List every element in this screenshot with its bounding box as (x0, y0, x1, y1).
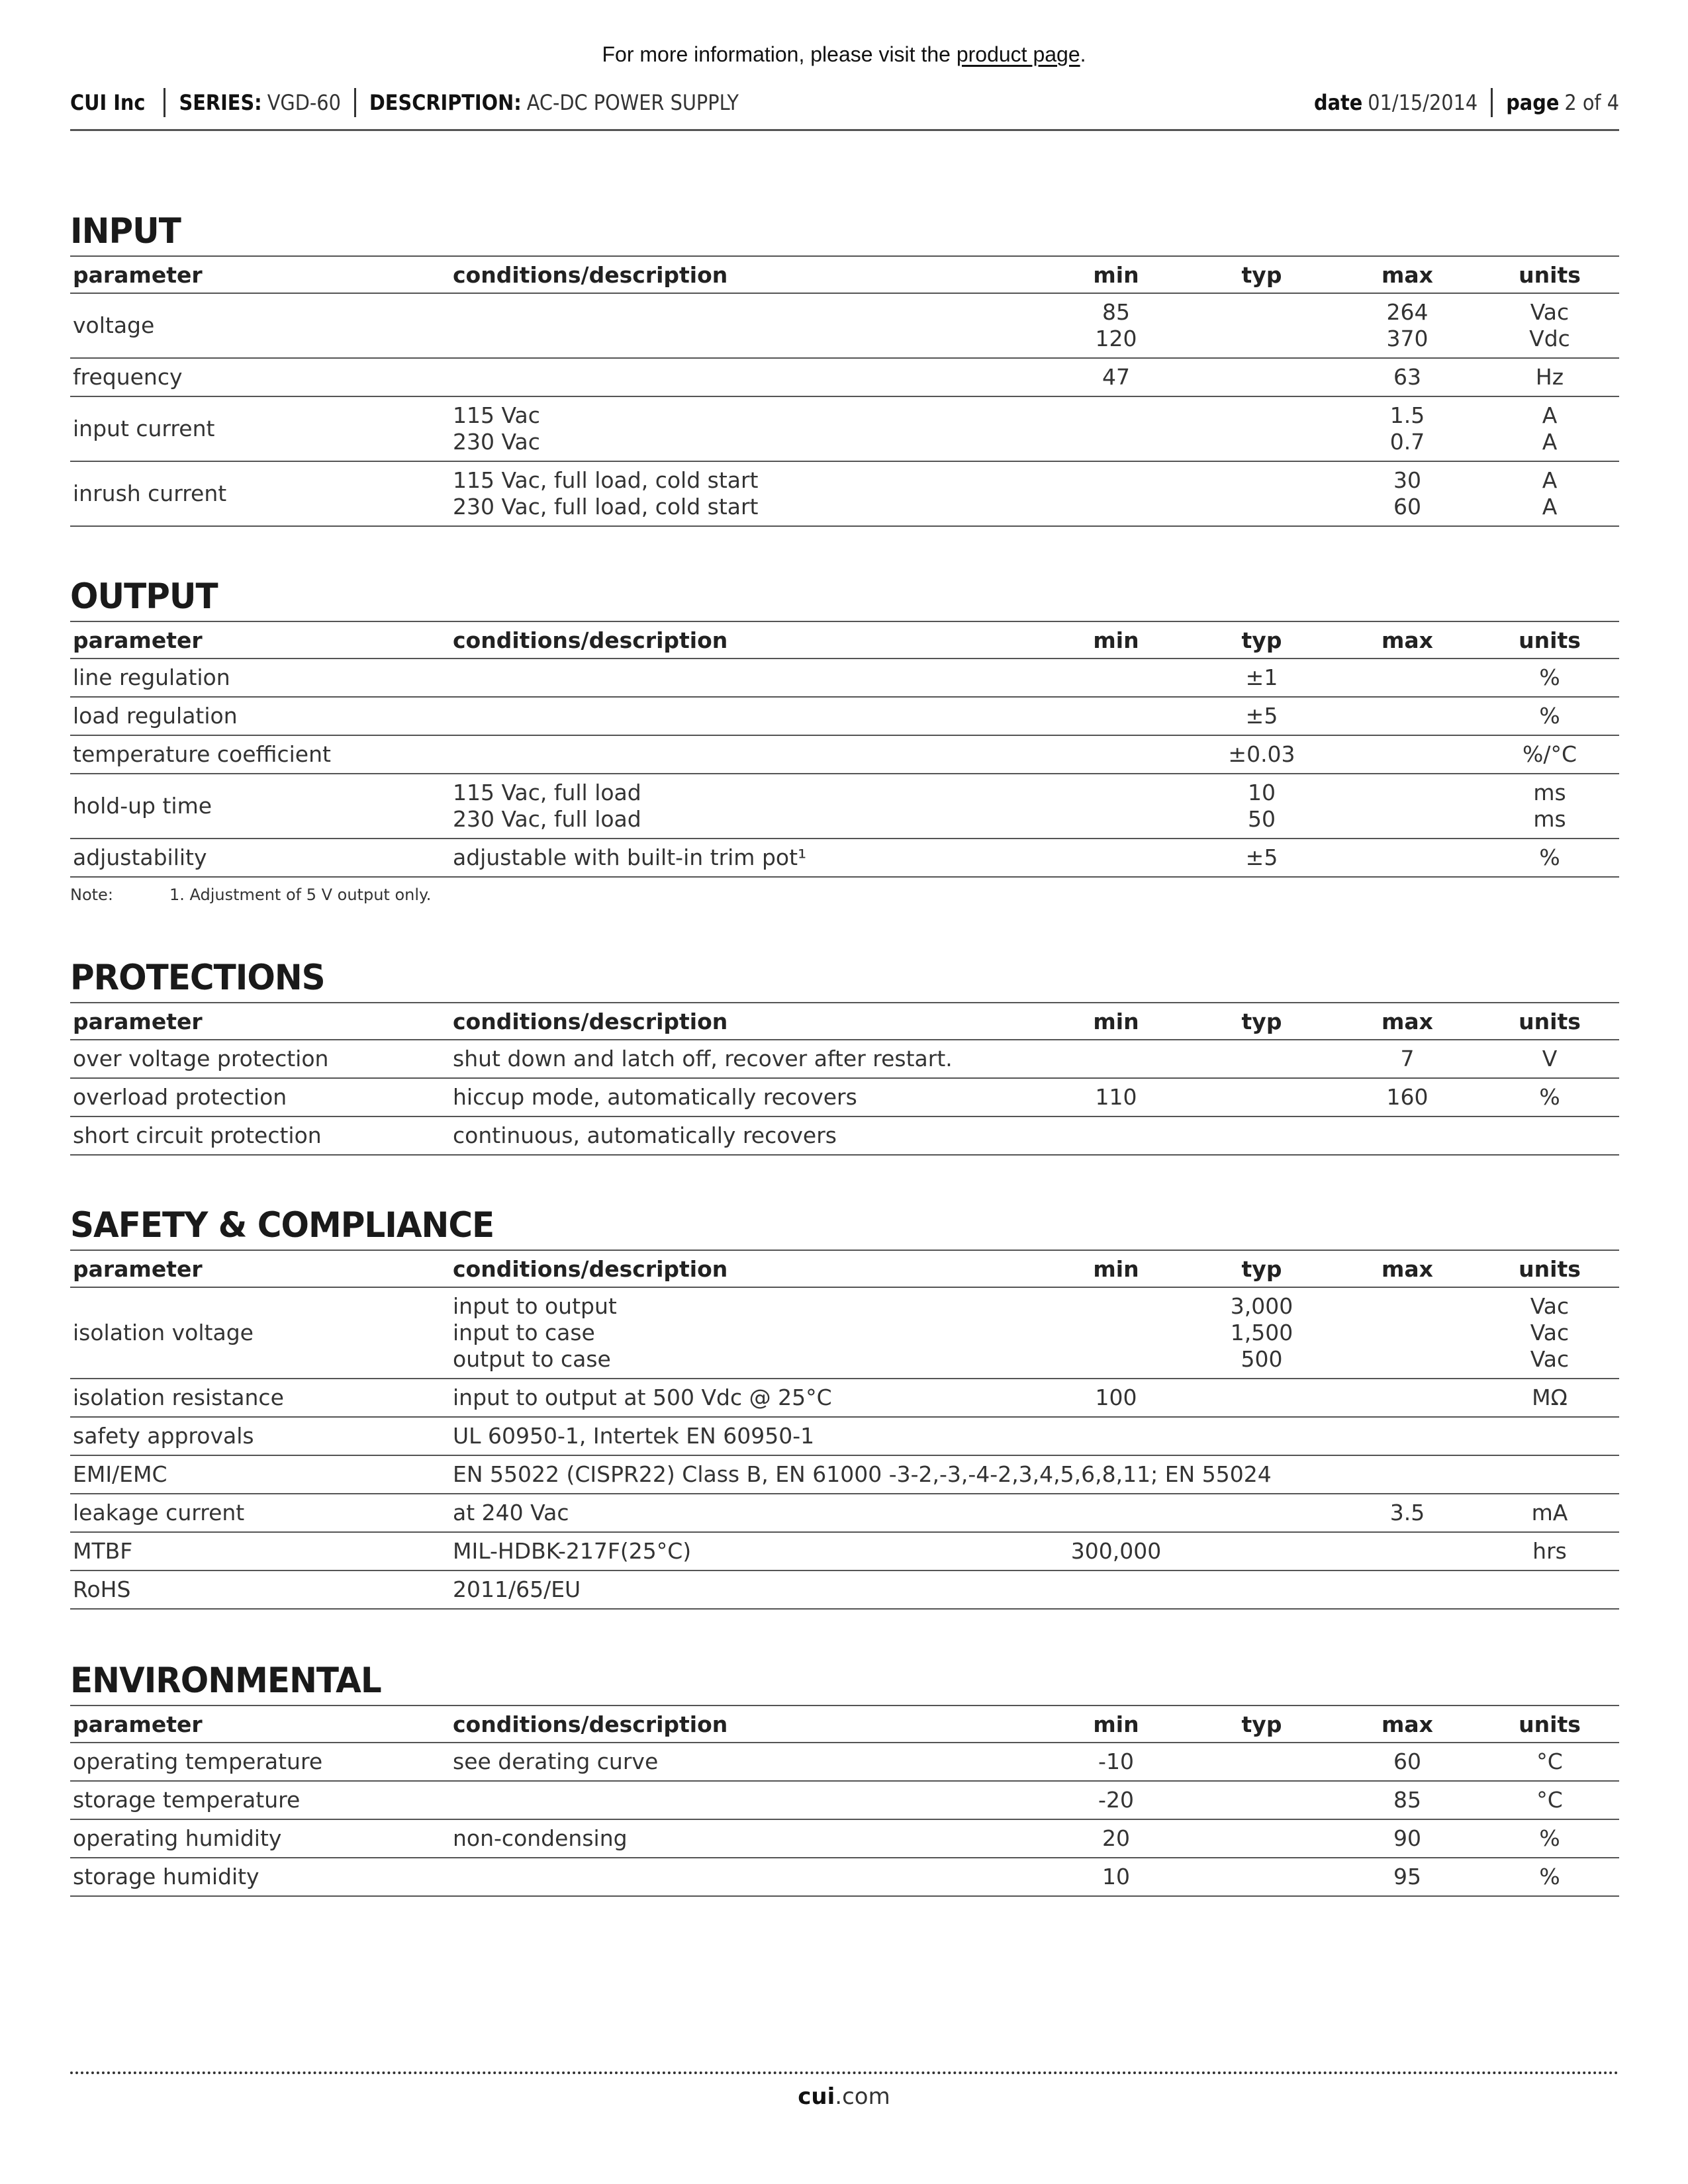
cell-units: hrs (1480, 1532, 1619, 1570)
table-note (70, 886, 1619, 904)
table-row (70, 461, 1619, 526)
cell-min: -10 (1043, 1743, 1189, 1781)
cell-typ (1189, 1040, 1335, 1078)
date-value: 01/15/2014 (1368, 90, 1478, 115)
table-header-row (70, 621, 1619, 659)
spec-table (70, 621, 1619, 878)
section-output (70, 576, 1619, 904)
section-title: INPUT (70, 210, 181, 251)
cell-units: Vac Vdc (1480, 293, 1619, 358)
table-row (70, 1743, 1619, 1781)
cell-conditions: UL 60950-1, Intertek EN 60950-1 (450, 1417, 1043, 1455)
cell-min: 85 120 (1043, 293, 1189, 358)
note-text: 1. Adjustment of 5 V output only. (169, 886, 432, 904)
column-header-conditions: conditions/description (450, 621, 1043, 659)
cell-conditions: hiccup mode, automatically recovers (450, 1078, 1043, 1116)
cell-conditions: MIL-HDBK-217F(25°C) (450, 1532, 1043, 1570)
cell-parameter: MTBF (70, 1532, 450, 1570)
section-title: SAFETY & COMPLIANCE (70, 1205, 494, 1246)
column-header-parameter: parameter (70, 256, 450, 293)
footer-website[interactable] (0, 2083, 1688, 2110)
column-header-conditions: conditions/description (450, 256, 1043, 293)
column-header-units: units (1480, 1250, 1619, 1287)
cell-units: % (1480, 1078, 1619, 1116)
spec-table (70, 1002, 1619, 1156)
cell-min (1043, 659, 1189, 697)
column-header-conditions: conditions/description (450, 1706, 1043, 1743)
column-header-typ: typ (1189, 621, 1335, 659)
cell-min: 47 (1043, 358, 1189, 396)
table-row (70, 697, 1619, 735)
column-header-max: max (1335, 1003, 1480, 1040)
cell-min: 300,000 (1043, 1532, 1189, 1570)
table-row (70, 1379, 1619, 1417)
cell-units (1480, 1417, 1619, 1455)
cell-typ (1189, 1858, 1335, 1896)
cell-max: 90 (1335, 1819, 1480, 1858)
cell-max: 60 (1335, 1743, 1480, 1781)
cell-max: 1.5 0.7 (1335, 396, 1480, 461)
cell-conditions (450, 697, 1043, 735)
cell-typ (1189, 461, 1335, 526)
cell-units: MΩ (1480, 1379, 1619, 1417)
cell-conditions: see derating curve (450, 1743, 1043, 1781)
notice-prefix: For more information, please visit the (602, 42, 957, 66)
cell-units: % (1480, 839, 1619, 877)
table-row (70, 293, 1619, 358)
cell-min (1043, 396, 1189, 461)
cell-parameter: load regulation (70, 697, 450, 735)
cell-typ: 3,000 1,500 500 (1189, 1287, 1335, 1379)
cell-conditions (450, 735, 1043, 774)
cell-max: 63 (1335, 358, 1480, 396)
cell-typ (1189, 1494, 1335, 1532)
cell-max (1335, 659, 1480, 697)
cell-units: °C (1480, 1743, 1619, 1781)
cell-typ: ±5 (1189, 839, 1335, 877)
cell-units (1480, 1570, 1619, 1609)
cell-parameter: leakage current (70, 1494, 450, 1532)
cell-parameter: storage temperature (70, 1781, 450, 1819)
section-safety-compliance (70, 1205, 1619, 1610)
cell-parameter: voltage (70, 293, 450, 358)
table-row (70, 839, 1619, 877)
cell-typ (1189, 1078, 1335, 1116)
footer-site-rest: .com (835, 2083, 890, 2110)
cell-min (1043, 461, 1189, 526)
cell-units: % (1480, 697, 1619, 735)
column-header-min: min (1043, 621, 1189, 659)
table-row (70, 396, 1619, 461)
cell-typ (1189, 1417, 1335, 1455)
cell-typ: ±1 (1189, 659, 1335, 697)
spec-table (70, 255, 1619, 527)
cell-units: % (1480, 1858, 1619, 1896)
column-header-min: min (1043, 1250, 1189, 1287)
cell-typ (1189, 293, 1335, 358)
cell-conditions: input to output input to case output to case (450, 1287, 1043, 1379)
column-header-units: units (1480, 1003, 1619, 1040)
section-title: ENVIRONMENTAL (70, 1660, 381, 1701)
cell-parameter: inrush current (70, 461, 450, 526)
document-header (70, 86, 1619, 131)
cell-parameter: isolation voltage (70, 1287, 450, 1379)
cell-units: V (1480, 1040, 1619, 1078)
cell-typ (1189, 1532, 1335, 1570)
cell-conditions: input to output at 500 Vdc @ 25°C (450, 1379, 1043, 1417)
cell-max: 85 (1335, 1781, 1480, 1819)
product-page-link[interactable]: product page (956, 42, 1080, 66)
cell-parameter: operating temperature (70, 1743, 450, 1781)
cell-max (1335, 697, 1480, 735)
cell-max: 7 (1335, 1040, 1480, 1078)
cell-conditions: adjustable with built-in trim pot¹ (450, 839, 1043, 877)
table-row (70, 1078, 1619, 1116)
cell-units: ms ms (1480, 774, 1619, 839)
cell-conditions: 2011/65/EU (450, 1570, 1043, 1609)
cell-typ (1189, 1819, 1335, 1858)
cell-typ (1189, 1570, 1335, 1609)
cell-max (1335, 1417, 1480, 1455)
column-header-parameter: parameter (70, 1003, 450, 1040)
cell-min (1043, 774, 1189, 839)
header-divider (1491, 88, 1493, 117)
cell-parameter: hold-up time (70, 774, 450, 839)
cell-units: %/°C (1480, 735, 1619, 774)
footer-divider (70, 2071, 1619, 2074)
table-header-row (70, 1003, 1619, 1040)
cell-typ: ±0.03 (1189, 735, 1335, 774)
cell-typ (1189, 1781, 1335, 1819)
cell-min (1043, 1494, 1189, 1532)
cell-min (1043, 1417, 1189, 1455)
table-row (70, 1781, 1619, 1819)
column-header-typ: typ (1189, 256, 1335, 293)
cell-max (1335, 1570, 1480, 1609)
table-row (70, 1819, 1619, 1858)
cell-parameter: line regulation (70, 659, 450, 697)
cell-units: °C (1480, 1781, 1619, 1819)
cell-min: 10 (1043, 1858, 1189, 1896)
column-header-parameter: parameter (70, 621, 450, 659)
cell-conditions (450, 293, 1043, 358)
cell-max (1335, 839, 1480, 877)
column-header-parameter: parameter (70, 1250, 450, 1287)
column-header-max: max (1335, 1706, 1480, 1743)
table-row (70, 1494, 1619, 1532)
notice-suffix: . (1080, 42, 1086, 66)
cell-max (1335, 735, 1480, 774)
table-row (70, 1287, 1619, 1379)
table-row (70, 1417, 1619, 1455)
cell-units: A A (1480, 461, 1619, 526)
spec-table (70, 1250, 1619, 1610)
cell-typ: 10 50 (1189, 774, 1335, 839)
column-header-max: max (1335, 256, 1480, 293)
cell-min (1043, 839, 1189, 877)
spec-table (70, 1705, 1619, 1897)
cell-min (1043, 697, 1189, 735)
cell-units: A A (1480, 396, 1619, 461)
column-header-min: min (1043, 256, 1189, 293)
cell-parameter: input current (70, 396, 450, 461)
cell-units: mA (1480, 1494, 1619, 1532)
cell-typ (1189, 1116, 1335, 1155)
column-header-min: min (1043, 1003, 1189, 1040)
table-row (70, 1858, 1619, 1896)
cell-max (1335, 774, 1480, 839)
cell-max: 30 60 (1335, 461, 1480, 526)
table-row (70, 735, 1619, 774)
cell-conditions (450, 659, 1043, 697)
cell-conditions: at 240 Vac (450, 1494, 1043, 1532)
cell-conditions: continuous, automatically recovers (450, 1116, 1043, 1155)
cell-min: -20 (1043, 1781, 1189, 1819)
page-value: 2 of 4 (1564, 90, 1619, 115)
series-value: VGD-60 (267, 90, 341, 115)
header-divider (354, 88, 356, 117)
column-header-typ: typ (1189, 1706, 1335, 1743)
company-name: CUI Inc (70, 90, 146, 115)
cell-conditions: EN 55022 (CISPR22) Class B, EN 61000 -3-2,-3,-4-2,3,4,5,6,8,11; EN 55024 (450, 1455, 1480, 1494)
column-header-parameter: parameter (70, 1706, 450, 1743)
cell-max: 264 370 (1335, 293, 1480, 358)
cell-min: 20 (1043, 1819, 1189, 1858)
cell-units (1480, 1455, 1619, 1494)
cell-conditions (450, 1781, 1043, 1819)
column-header-typ: typ (1189, 1250, 1335, 1287)
column-header-units: units (1480, 621, 1619, 659)
column-header-min: min (1043, 1706, 1189, 1743)
table-row (70, 1532, 1619, 1570)
table-header-row (70, 1250, 1619, 1287)
table-row (70, 1455, 1619, 1494)
product-page-notice (0, 42, 1688, 67)
cell-conditions (450, 358, 1043, 396)
cell-max (1335, 1116, 1480, 1155)
cell-min: 110 (1043, 1078, 1189, 1116)
column-header-conditions: conditions/description (450, 1250, 1043, 1287)
cell-typ (1189, 1379, 1335, 1417)
cell-min (1043, 1570, 1189, 1609)
cell-parameter: over voltage protection (70, 1040, 450, 1078)
cell-max: 3.5 (1335, 1494, 1480, 1532)
cell-typ (1189, 1743, 1335, 1781)
cell-min (1043, 1116, 1189, 1155)
column-header-typ: typ (1189, 1003, 1335, 1040)
column-header-units: units (1480, 1706, 1619, 1743)
column-header-units: units (1480, 256, 1619, 293)
column-header-max: max (1335, 621, 1480, 659)
note-label: Note: (70, 886, 113, 904)
cell-max: 95 (1335, 1858, 1480, 1896)
table-row (70, 1570, 1619, 1609)
table-row (70, 1040, 1619, 1078)
cell-conditions: shut down and latch off, recover after restart. (450, 1040, 1043, 1078)
cell-units: % (1480, 1819, 1619, 1858)
cell-parameter: adjustability (70, 839, 450, 877)
series-label: SERIES: (179, 90, 262, 115)
cell-parameter: temperature coefficient (70, 735, 450, 774)
cell-units: Hz (1480, 358, 1619, 396)
cell-conditions: non-condensing (450, 1819, 1043, 1858)
cell-min: 100 (1043, 1379, 1189, 1417)
column-header-max: max (1335, 1250, 1480, 1287)
header-divider (164, 88, 165, 117)
cell-units: Vac Vac Vac (1480, 1287, 1619, 1379)
cell-conditions: 115 Vac, full load 230 Vac, full load (450, 774, 1043, 839)
cell-units: % (1480, 659, 1619, 697)
page-label: page (1506, 90, 1560, 115)
date-label: date (1313, 90, 1363, 115)
cell-min (1043, 1040, 1189, 1078)
cell-typ: ±5 (1189, 697, 1335, 735)
table-row (70, 659, 1619, 697)
cell-parameter: overload protection (70, 1078, 450, 1116)
cell-parameter: RoHS (70, 1570, 450, 1609)
cell-min (1043, 735, 1189, 774)
cell-max (1335, 1379, 1480, 1417)
column-header-conditions: conditions/description (450, 1003, 1043, 1040)
cell-conditions: 115 Vac 230 Vac (450, 396, 1043, 461)
description-value: AC-DC POWER SUPPLY (526, 90, 739, 115)
cell-parameter: EMI/EMC (70, 1455, 450, 1494)
cell-units (1480, 1116, 1619, 1155)
section-environmental (70, 1660, 1619, 1897)
cell-typ (1189, 396, 1335, 461)
cell-conditions: 115 Vac, full load, cold start 230 Vac, full load, cold start (450, 461, 1043, 526)
description-label: DESCRIPTION: (369, 90, 522, 115)
footer-site-bold: cui (798, 2083, 835, 2110)
table-header-row (70, 1706, 1619, 1743)
cell-parameter: short circuit protection (70, 1116, 450, 1155)
table-row (70, 774, 1619, 839)
cell-min (1043, 1287, 1189, 1379)
cell-max (1335, 1287, 1480, 1379)
cell-parameter: safety approvals (70, 1417, 450, 1455)
cell-parameter: operating humidity (70, 1819, 450, 1858)
cell-max: 160 (1335, 1078, 1480, 1116)
section-title: PROTECTIONS (70, 957, 325, 998)
table-row (70, 358, 1619, 396)
table-header-row (70, 256, 1619, 293)
cell-parameter: storage humidity (70, 1858, 450, 1896)
cell-conditions (450, 1858, 1043, 1896)
section-protections (70, 957, 1619, 1156)
cell-parameter: isolation resistance (70, 1379, 450, 1417)
section-input (70, 210, 1619, 527)
cell-typ (1189, 358, 1335, 396)
cell-max (1335, 1532, 1480, 1570)
cell-parameter: frequency (70, 358, 450, 396)
table-row (70, 1116, 1619, 1155)
section-title: OUTPUT (70, 576, 218, 617)
